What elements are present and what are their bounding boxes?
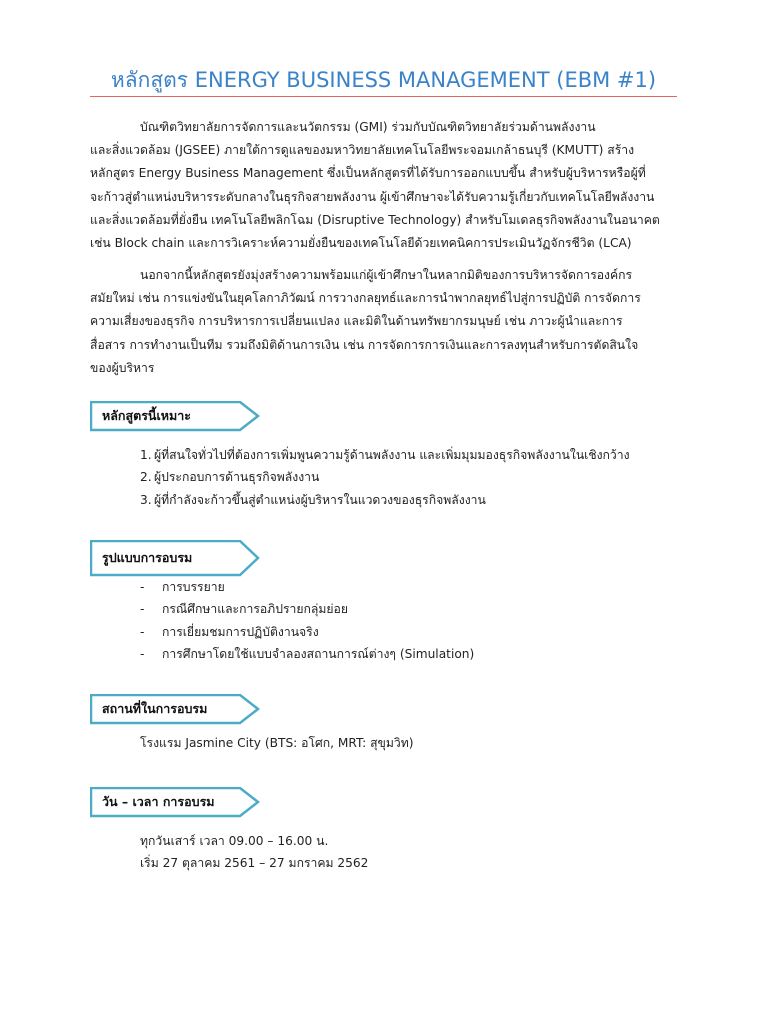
page-title: หลักสูตร ENERGY BUSINESS MANAGEMENT (EBM #1) <box>110 68 657 92</box>
second-paragraph <box>90 264 680 380</box>
list-item: - กรณีศึกษาและการอภิปรายกลุ่มย่อย <box>140 602 348 617</box>
second-line: นอกจากนี้หลักสูตรยังมุ่งสร้างความพร้อมแก่ผู้เข้าศึกษาในหลากมิติของการบริหารจัดการองค์กร <box>140 268 633 282</box>
second-line: สมัยใหม่ เช่น การแข่งขันในยุคโลกาภิวัฒน์ การวางกลยุทธ์และการนำพากลยุทธ์ไปสู่การปฏิบัติ การจัดการ <box>90 291 641 306</box>
section-tag-suitable <box>90 401 262 431</box>
intro-line: เช่น Block chain และการวิเคราะห์ความยั่งยืนของเทคโนโลยีด้วยเทคนิคการประเมินวัฏจักรชีวิต (LCA) <box>90 236 632 251</box>
section-tag-schedule <box>90 787 262 817</box>
list-item: 3. ผู้ที่กำลังจะก้าวขึ้นสู่ตำแหน่งผู้บริหารในแวดวงของธุรกิจพลังงาน <box>140 492 486 507</box>
intro-line: และสิ่งแวดล้อม (JGSEE) ภายใต้การดูแลของมหาวิทยาลัยเทคโนโลยีพระจอมเกล้าธนบุรี (KMUTT) สร้าง <box>90 143 635 158</box>
suitable-list <box>140 444 700 511</box>
intro-paragraph <box>90 116 680 255</box>
section-tag-venue <box>90 694 262 724</box>
venue-text: โรงแรม Jasmine City (BTS: อโศก, MRT: สุขุมวิท) <box>140 736 414 750</box>
second-line: ของผู้บริหาร <box>90 360 155 375</box>
intro-line: บัณฑิตวิทยาลัยการจัดการและนวัตกรรม (GMI) ร่วมกับบัณฑิตวิทยาลัยร่วมด้านพลังงาน <box>140 120 596 134</box>
list-item: 2. ผู้ประกอบการด้านธุรกิจพลังงาน <box>140 470 320 485</box>
format-list <box>140 576 700 666</box>
intro-line: หลักสูตร Energy Business Management ซึ่งเป็นหลักสูตรที่ได้รับการออกแบบขึ้น สำหรับผู้บริหารหรือผู้ที่ <box>90 166 646 181</box>
section-heading-suitable: หลักสูตรนี้เหมาะ <box>102 408 191 423</box>
section-heading-venue: สถานที่ในการอบรม <box>102 701 208 716</box>
schedule-line: ทุกวันเสาร์ เวลา 09.00 – 16.00 น. <box>140 834 329 848</box>
second-line: สื่อสาร การทำงานเป็นทีม รวมถึงมิติด้านการเงิน เช่น การจัดการการเงินและการลงทุนสำหรับการตัดสินใจ <box>90 337 639 352</box>
list-item: - การเยี่ยมชมการปฏิบัติงานจริง <box>140 624 319 639</box>
section-heading-format: รูปแบบการอบรม <box>102 550 193 565</box>
list-item: 1. ผู้ที่สนใจทั่วไปที่ต้องการเพิ่มพูนความรู้ด้านพลังงาน และเพิ่มมุมมองธุรกิจพลังงานในเชิงกว้าง <box>140 448 630 462</box>
intro-line: จะก้าวสู่ตำแหน่งบริหารระดับกลางในธุรกิจสายพลังงาน ผู้เข้าศึกษาจะได้รับความรู้เกี่ยวกับเทคโนโลยีพลังงาน <box>90 189 655 204</box>
schedule-text-block <box>140 830 700 875</box>
list-item: - การศึกษาโดยใช้แบบจำลองสถานการณ์ต่างๆ (Simulation) <box>140 647 475 662</box>
intro-line: และสิ่งแวดล้อมที่ยั่งยืน เทคโนโลยีพลิกโฉม (Disruptive Technology) สำหรับโมเดลธุรกิจพลังงานในอนาคต <box>90 212 660 227</box>
second-line: ความเสี่ยงของธุรกิจ การบริหารการเปลี่ยนแปลง และมิติในด้านทรัพยากรมนุษย์ เช่น ภาวะผู้นำและการ <box>90 314 623 329</box>
schedule-line: เริ่ม 27 ตุลาคม 2561 – 27 มกราคม 2562 <box>140 856 369 871</box>
section-tag-format <box>90 540 262 570</box>
section-heading-schedule: วัน – เวลา การอบรม <box>102 794 215 809</box>
venue-text-block <box>140 732 700 754</box>
title-underline <box>90 96 677 97</box>
list-item: - การบรรยาย <box>140 580 225 594</box>
